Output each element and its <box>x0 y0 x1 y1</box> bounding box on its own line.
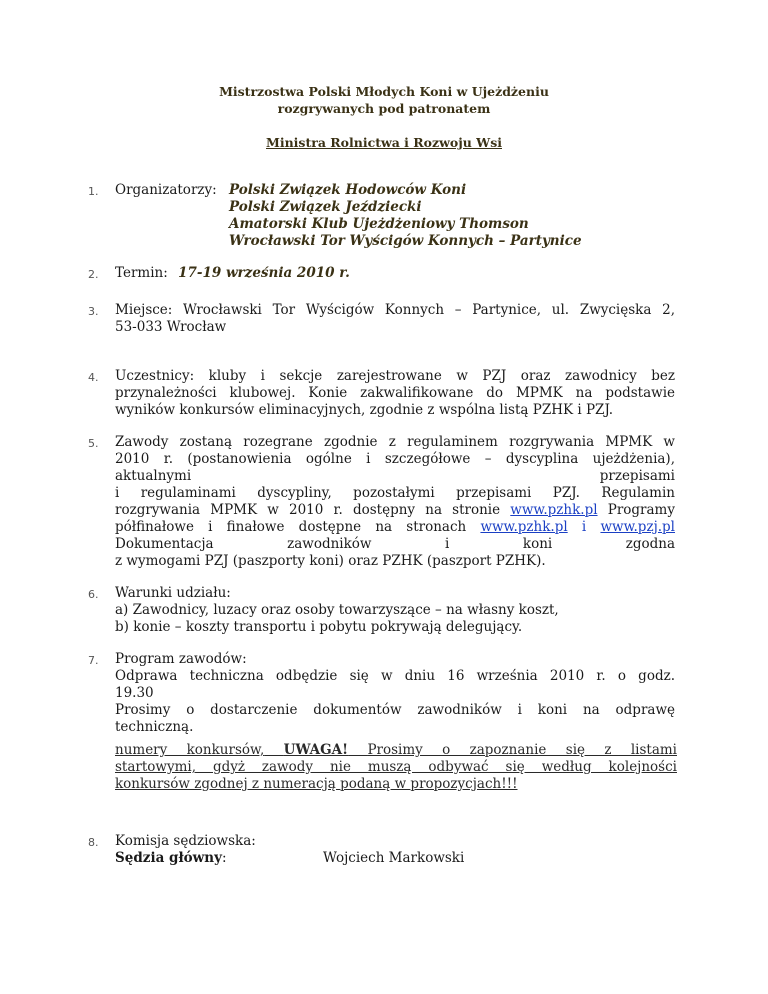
program-text <box>115 651 675 736</box>
participants-line: przynależności klubowej. Konie zakwalifikowane do MPMK na podstawie <box>115 385 675 401</box>
rules-word: przepisami <box>599 468 675 484</box>
rules-word: zgodna <box>625 536 676 552</box>
judge-label-text: Sędzia główny <box>115 850 222 866</box>
organizer-item: Polski Związek Jeździecki <box>229 199 422 215</box>
rules-line: z wymogami PZJ (paszporty koni) oraz PZHK (paszport PZHK). <box>115 553 546 569</box>
rules-line <box>115 519 675 536</box>
conditions-line: b) konie – koszty transportu i pobytu pokrywają delegujący. <box>115 619 523 635</box>
participants-line: wyników konkursów eliminacyjnych, zgodnie z wspólna listą PZHK i PZJ. <box>115 402 614 418</box>
conditions-line: Warunki udziału: <box>115 585 231 601</box>
section-number-5: 5. <box>88 437 99 450</box>
section-number-8: 8. <box>88 836 99 849</box>
conditions-text <box>115 585 675 636</box>
organizers-label: Organizatorzy: <box>115 182 217 198</box>
program-line: Program zawodów: <box>115 651 247 667</box>
rules-line: Zawody zostaną rozegrane zgodnie z regulaminem rozgrywania MPMK w <box>115 434 675 450</box>
rules-text-segment: półfinałowe i finałowe dostępne na stronach <box>115 519 467 535</box>
organizer-item: Amatorski Klub Ujeżdżeniowy Thomson <box>229 216 529 232</box>
note-line: startowymi, gdyż zawody nie muszą odbywać się według kolejności <box>115 759 677 775</box>
document-title: Mistrzostwa Polski Młodych Koni w Ujeżdżeniu <box>219 84 549 99</box>
rules-word: i <box>445 536 450 552</box>
section-number-2: 2. <box>88 268 99 281</box>
section-number-6: 6. <box>88 588 99 601</box>
document-subtitle: rozgrywanych pod patronatem <box>277 101 491 116</box>
participants-line: Uczestnicy: kluby i sekcje zarejestrowane w PZJ oraz zawodnicy bez <box>115 368 675 384</box>
rules-line <box>115 468 675 485</box>
document-patron: Ministra Rolnictwa i Rozwoju Wsi <box>266 135 502 150</box>
pzj-link[interactable]: www.pzj.pl <box>600 519 675 535</box>
rules-line <box>115 536 675 553</box>
participants-text <box>115 368 675 419</box>
jury-heading: Komisja sędziowska: <box>115 833 256 849</box>
pzhk-link[interactable]: www.pzhk.pl <box>510 502 598 518</box>
program-line: 19.30 <box>115 685 154 701</box>
rules-word: zawodników <box>287 536 372 552</box>
section-number-3: 3. <box>88 305 99 318</box>
section-number-4: 4. <box>88 371 99 384</box>
organizer-item: Wrocławski Tor Wyścigów Konnych – Partynice <box>229 233 582 249</box>
rules-line <box>115 502 675 519</box>
warning-label: UWAGA! <box>283 742 349 758</box>
rules-line: 2010 r. (postanowienia ogólne i szczegółowe – dyscyplina ujeżdżenia), <box>115 451 675 467</box>
pzhk-link[interactable]: www.pzhk.pl <box>480 519 568 535</box>
rules-line: i regulaminami dyscypliny, pozostałymi przepisami PZJ. Regulamin <box>115 485 675 501</box>
date-label: Termin: <box>115 265 168 281</box>
place-line: 53-033 Wrocław <box>115 319 227 335</box>
judge-label <box>115 850 227 867</box>
rules-text <box>115 434 675 570</box>
rules-text-segment: i <box>581 519 587 535</box>
program-line: techniczną. <box>115 719 194 735</box>
note-text: Prosimy o zapoznanie się z listami <box>367 742 677 758</box>
rules-word: aktualnymi <box>115 468 192 484</box>
program-line: Odprawa techniczna odbędzie się w dniu 16 września 2010 r. o godz. <box>115 668 675 684</box>
note-text: numery konkursów, <box>115 742 265 758</box>
date-line <box>115 265 350 282</box>
rules-word: koni <box>522 536 553 552</box>
organizer-item: Polski Związek Hodowców Koni <box>229 182 467 198</box>
place-text <box>115 302 675 336</box>
date-value: 17-19 września 2010 r. <box>178 265 350 281</box>
rules-text-segment: Programy <box>607 502 675 518</box>
judge-name: Wojciech Markowski <box>323 850 465 866</box>
rules-word: Dokumentacja <box>115 536 214 552</box>
note-line: konkursów zgodnej z numeracją podaną w propozycjach!!! <box>115 776 518 792</box>
program-line: Prosimy o dostarczenie dokumentów zawodników i koni na odprawę <box>115 702 675 718</box>
note-line <box>115 742 677 759</box>
rules-text-segment: rozgrywania MPMK w 2010 r. dostępny na stronie <box>115 502 501 518</box>
warning-note <box>115 742 677 793</box>
section-number-1: 1. <box>88 185 99 198</box>
place-line: Miejsce: Wrocławski Tor Wyścigów Konnych – Partynice, ul. Zwycięska 2, <box>115 302 675 318</box>
section-number-7: 7. <box>88 654 99 667</box>
judge-label-colon: : <box>221 850 227 866</box>
conditions-line: a) Zawodnicy, luzacy oraz osoby towarzyszące – na własny koszt, <box>115 602 559 618</box>
